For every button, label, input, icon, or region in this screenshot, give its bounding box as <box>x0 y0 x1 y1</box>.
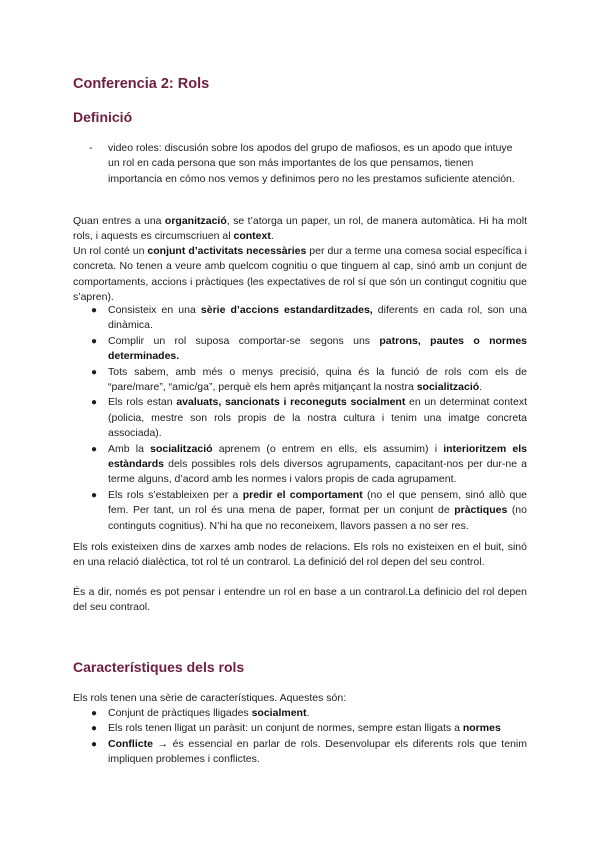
text-run: , se t’atorga un paper, un rol, de manera automàtica. Hi ha molt rols, i aquests es circumscriuen al <box>73 215 527 243</box>
list-item <box>91 442 527 488</box>
paragraph: Els rols existeixen dins de xarxes amb nodes de relacions. Els rols no existeixen en el buit, sinó en una relació dialèctica, tot rol té un contrarol. La definició del rol depen del seu control. <box>73 541 527 569</box>
bullet-icon: ● <box>91 397 98 409</box>
bullet-list <box>91 303 527 534</box>
text-run: aprenem (o entrem en ells, els assumim) i <box>212 442 444 455</box>
bullet-icon: ● <box>91 443 98 455</box>
text-run: Consisteix en una <box>108 304 201 316</box>
text-run: . <box>479 381 483 394</box>
bold-term: pràctiques <box>454 504 508 517</box>
list-item <box>91 334 527 365</box>
section-heading-caracteristiques: Característiques dels rols <box>73 659 245 675</box>
bullet-icon: ● <box>91 738 98 750</box>
bold-term: normes <box>462 722 501 735</box>
text-run: per dur a terme una comesa social específica i concreta. No tenen a veure amb quelcom cognitiu o que tinguem al cap, sinó amb un conjunt de comportaments, accions i pràctiques (les expectatives de rol sí que són un contingut cognitiu que s’apren). <box>73 245 527 304</box>
text-run: . <box>306 707 310 719</box>
bold-term: organització <box>164 215 227 227</box>
text-run: Quan entres a una <box>73 215 165 227</box>
list-item <box>91 488 527 534</box>
bold-term: Conflicte <box>108 737 153 750</box>
list-item-text: video roles: discusión sobre los apodos del grupo de mafiosos, es un apodo que intuye un rol en cada persona que son más importantes de los que pensamos, tienen importancia en cómo nos vemos y definimos pero no les prestamos suficiente atención. <box>108 142 515 185</box>
bold-term: avaluats, sancionats i reconeguts socialment <box>176 396 406 409</box>
bullet-icon: ● <box>91 366 98 378</box>
bold-term: conjunt d’activitats necessàries <box>147 245 307 257</box>
text-run: Tots sabem, amb més o menys precisió, quina és la funció de rols com els de “pare/mare”, “amic/ga”, perquè els hem après mitjançant la nostra <box>108 365 527 394</box>
bullet-icon: ● <box>91 723 98 735</box>
paragraph <box>73 214 527 245</box>
text-run: Complir un rol suposa comportar-se segons uns <box>108 334 380 347</box>
bold-term: sèrie d’accions estandarditzades, <box>200 304 373 316</box>
dash-list <box>89 141 527 187</box>
list-item <box>91 365 527 396</box>
text-run: (no el que pensem, sinó allò que fem. Per tant, un rol és una mena de paper, format per un conjunt de <box>108 488 528 517</box>
text-run: Conjunt de pràctiques lligades <box>108 707 252 719</box>
paragraph: Els rols tenen una sèrie de característiques. Aquestes són: <box>73 692 347 704</box>
text-run: Els rols tenen lligat un paràsit: un conjunt de normes, sempre estan lligats a <box>108 722 463 735</box>
text-run: en un determinat context (policia, mestre son rols propis de la nostra cultura i tenim una imatge concreta associada). <box>108 396 527 440</box>
list-item <box>91 303 527 334</box>
section-heading-definicio: Definició <box>73 109 133 125</box>
bold-term: context <box>233 230 271 243</box>
list-item <box>91 721 527 736</box>
bold-term: interioritzem els estàndards <box>108 442 527 471</box>
bold-term: socialment <box>251 707 307 719</box>
bullet-icon: ● <box>91 489 98 501</box>
text-run: Els rols estan <box>108 396 177 409</box>
text-run: dels possibles rols dels diversos agrupaments, capacitant-nos per dur-ne a terme alguns, d’acord amb les normes i valors propis de cada agrupament. <box>108 458 527 486</box>
text-run: (no continguts cognitius). N’hi ha que no reconeixem, llavors passen a no ser res. <box>108 504 527 532</box>
paragraph <box>73 244 527 306</box>
text-run: diferents en cada rol, son una dinàmica. <box>108 304 527 332</box>
text-run: Els rols s’estableixen per a <box>108 488 243 501</box>
bullet-icon: ● <box>91 305 98 316</box>
bold-term: socialització <box>416 381 480 394</box>
bold-term: predir el comportament <box>242 488 363 501</box>
bullet-icon: ● <box>91 335 98 347</box>
text-run: . <box>270 230 274 243</box>
list-item <box>89 141 527 187</box>
text-run: Amb la <box>108 442 151 455</box>
text-run: Un rol conté un <box>73 245 148 257</box>
page-title: Conferencia 2: Rols <box>73 76 210 92</box>
bold-term: patrons, pautes o normes determinades. <box>108 334 528 363</box>
bullet-list <box>91 706 527 768</box>
text-run: → és essencial en parlar de rols. Desenvolupar els diferents rols que tenim impliquen problemes i conflictes. <box>108 737 527 766</box>
list-item <box>91 737 527 768</box>
dash-marker: - <box>89 142 93 154</box>
list-item <box>91 395 527 441</box>
list-item <box>91 706 527 721</box>
bullet-icon: ● <box>91 708 98 719</box>
paragraph: És a dir, només es pot pensar i entendre un rol en base a un contrarol.La definicio del rol depen del seu contraol. <box>73 586 527 614</box>
bold-term: socialització <box>150 442 213 455</box>
